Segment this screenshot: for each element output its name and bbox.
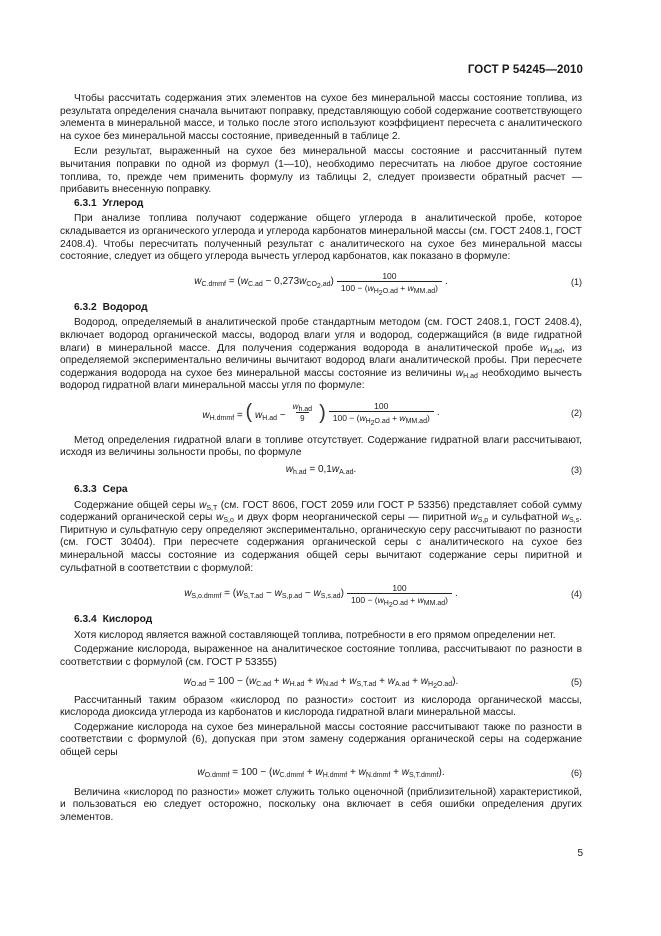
formula-2-fraction-a: $\frac{w_{h.ad}}{9}$ bbox=[292, 401, 313, 423]
section-number: 6.3.1 bbox=[74, 197, 97, 209]
formula-6-expression: $w_{O.dmmf} = 100 - (w_{C.dmmf} + w_{H.dmmf} + w_{N.dmmf} + w_{S,T.dmmf})$. bbox=[197, 767, 445, 780]
paragraph-oxygen-5: Величина «кислород по разности» может служить только оценочной (приблизительной) характеристикой, и пользоваться ею следует осторожно, поскольку она включает в себя ошибки определения других элементов. bbox=[60, 786, 582, 823]
formula-1-denominator: $100 - (w_{H_2O.ad} + w_{MM.ad})$ bbox=[337, 281, 442, 294]
section-title: Водород bbox=[102, 301, 148, 313]
section-title: Сера bbox=[102, 484, 128, 496]
paragraph-intro-1: Чтобы рассчитать содержания этих элементов на сухое без минеральной массы состояние топлива, из результата определения сначала вычитают поправку, представляющую собой содержание соответствующего элемента в минеральной массе, и только после этого используют коэффициент пересчета с аналитического на сухое без минеральной массы состояние, приведенный в таблице 2. bbox=[60, 93, 582, 142]
formula-4-number: (4) bbox=[571, 588, 582, 599]
document-body bbox=[60, 93, 582, 824]
section-number: 6.3.4 bbox=[74, 614, 97, 626]
paragraph-oxygen-3: Рассчитанный таким образом «кислород по разности» состоит из кислорода органической массы, кислорода диоксида углерода из карбонатов и кислорода гидратной влаги минеральной массы. bbox=[60, 694, 582, 719]
formula-6-number: (6) bbox=[571, 768, 582, 779]
section-number: 6.3.2 bbox=[74, 301, 97, 313]
formula-2: $w_{H.dmmf}$ = ( $w_{H.ad}$ − $\frac{w_{h.ad}}{9}$ ) $\frac{100}{100 - (w_{H_2O.ad} + w_{MM.ad})}$ . (2) bbox=[202, 401, 582, 428]
formula-4-expression: $w_{S,o.dmmf} = (w_{S,T.ad} - w_{S,p.ad} - w_{S,s.ad})$ bbox=[184, 587, 344, 600]
paragraph-carbon-1: При анализе топлива получают содержание общего углерода в аналитической пробе, которое складывается из органического углерода и углерода карбонатов минеральной массы (см. ГОСТ 2408.1, ГОСТ 2408.4). Чтобы пересчитать полученный результат с аналитического на сухое без минеральной массы состояние, следует из общего углерода вычесть углерод карбонатов, как показано в формуле: bbox=[60, 213, 582, 263]
section-title: Углерод bbox=[102, 197, 144, 209]
formula-1-fraction bbox=[337, 271, 442, 298]
section-heading-sulfur bbox=[60, 484, 582, 497]
formula-6 bbox=[60, 765, 582, 783]
paragraph-hydrogen-1: Водород, определяемый в аналитической пробе стандартным методом (см. ГОСТ 2408.1, ГОСТ 2408.4), включает водород органической массы, водород влаги угля и водород, содержащийся (в виде гидратной влаги) в минеральной массе. Для получения содержания водорода в аналитической пробе $w_{H.ad}$, из определяемой экспериментально величины вычитают водород влаги аналитической пробы. При пересчете содержания водорода на сухое без минеральной массы состояние из величины $w_{H.ad}$ необходимо вычесть водород гидратной влаги минеральной массы угля по формуле: bbox=[60, 317, 582, 392]
formula-2-number: (2) bbox=[571, 407, 582, 418]
document-code-header: ГОСТ Р 54245—2010 bbox=[467, 64, 583, 76]
paragraph-sulfur-1: Содержание общей серы $w_{S,T}$ (см. ГОСТ 8606, ГОСТ 2059 или ГОСТ Р 53356) представляет собой сумму содержаний органической серы $w_{S,o}$ и двух форм неорганической серы — пиритной $w_{S,p}$ и сульфатной $w_{S,s}$. Пиритную и сульфатную серу определяют экспериментально, органическую серу рассчитывают по разности (см. ГОСТ 30404). При пересчете содержания органической серы с аналитического на сухое без минеральной массы состояние из содержания общей серы вычитают содержание серы пиритной и сульфатной в соответствии с формулой: bbox=[60, 499, 582, 574]
section-heading-oxygen bbox=[60, 614, 582, 627]
paragraph-hydrogen-2: Метод определения гидратной влаги в топливе отсутствует. Содержание гидратной влаги рассчитывают, исходя из величины зольности пробы, по формуле bbox=[60, 434, 582, 459]
formula-2-fraction-b: $\frac{100}{100 - (w_{H_2O.ad} + w_{MM.ad})}$ bbox=[329, 401, 434, 424]
formula-4: $w_{S,o.dmmf} = (w_{S,T.ad} - w_{S,p.ad} - w_{S,s.ad})$ $\frac{100}{100 - (w_{H_2O.ad} + w_{MM.ad})}$ . (4) bbox=[184, 582, 582, 609]
formula-5 bbox=[60, 674, 582, 692]
paragraph-oxygen-4: Содержание кислорода на сухое без минеральной массы состояние рассчитывают также по разности в соответствии с формулой (6), допуская при этом замену содержания органической серы на содержание общей серы bbox=[60, 721, 582, 758]
formula-3 bbox=[60, 462, 582, 478]
section-number: 6.3.3 bbox=[74, 484, 97, 496]
section-title: Кислород bbox=[102, 614, 153, 626]
formula-3-number: (3) bbox=[571, 464, 582, 475]
formula-4-fraction: $\frac{100}{100 - (w_{H_2O.ad} + w_{MM.ad})}$ bbox=[347, 583, 452, 606]
formula-1: $w_{C.dmmf} = (w_{C.ad} - 0,273w_{CO_2,ad})$ $\frac{100}{100 - (w_{H_2O.ad} + w_{MM.ad})}$ . (1) bbox=[194, 271, 582, 298]
formula-5-number: (5) bbox=[571, 677, 582, 688]
formula-1-expression: $w_{C.dmmf} = (w_{C.ad} - 0,273w_{CO_2,ad})$ bbox=[194, 276, 334, 291]
section-heading-carbon bbox=[60, 198, 582, 211]
formula-5-expression: $w_{O.ad} = 100 - (w_{C.ad} + w_{H.ad} + w_{N.ad} + w_{S,T.ad} + w_{A.ad} + w_{H_2O.ad})$. bbox=[183, 676, 459, 691]
formula-3-expression: $w_{h.ad} = 0,1w_{A.ad}$. bbox=[285, 463, 357, 476]
formula-1-numerator: 100 bbox=[382, 271, 397, 282]
formula-1-number: (1) bbox=[571, 277, 582, 288]
paragraph-oxygen-1: Хотя кислород является важной составляющей топлива, потребности в его прямом определении нет. bbox=[74, 629, 556, 641]
page-number: 5 bbox=[577, 848, 583, 859]
formula-2-expression: $w_{H.dmmf}$ = ( $w_{H.ad}$ − bbox=[202, 401, 286, 424]
paragraph-intro-2: Если результат, выраженный на сухое без минеральной массы состояние и рассчитанный путем вычитания поправки по одной из формул (1—10), необходимо пересчитать на любое другое состояние топлива, то, прежде чем применить формулу из таблицы 2, следует произвести обратный расчет — прибавить внесенную поправку. bbox=[60, 146, 582, 196]
paragraph-oxygen-2: Содержание кислорода, выраженное на аналитическое состояние топлива, рассчитывают по разности в соответствии с формулой (см. ГОСТ Р 53355) bbox=[60, 644, 582, 668]
section-heading-hydrogen bbox=[60, 302, 582, 315]
